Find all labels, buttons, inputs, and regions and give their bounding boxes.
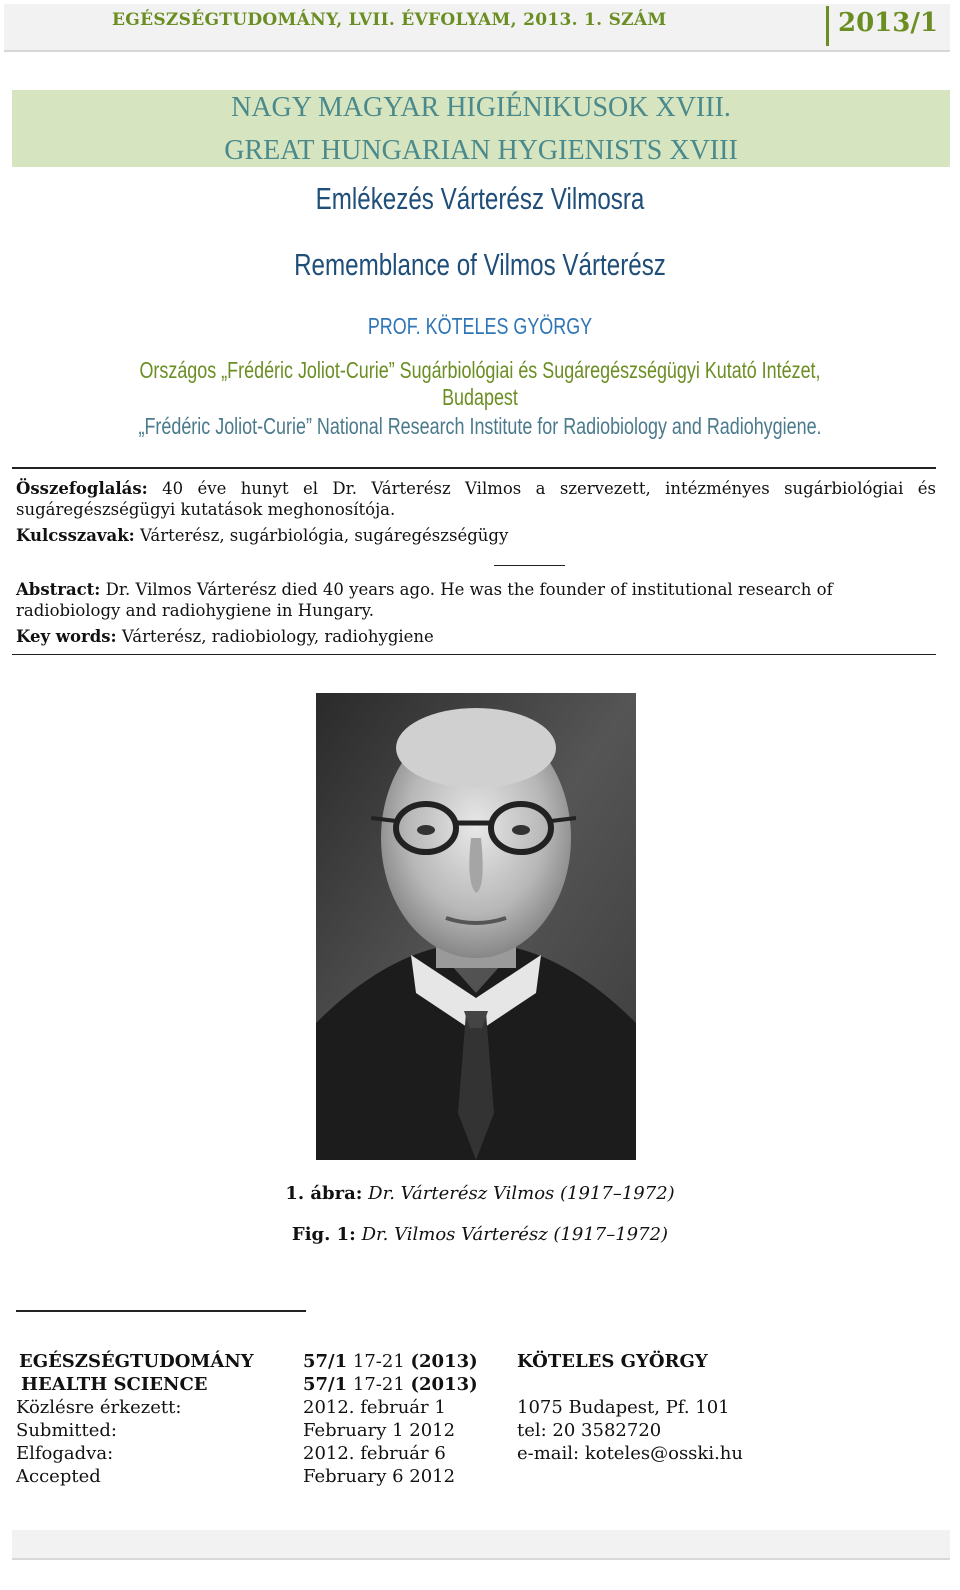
section-divider-bottom xyxy=(12,654,936,655)
footer-ref-en-year: (2013) xyxy=(410,1374,478,1395)
journal-header-title: EGÉSZSÉGTUDOMÁNY, LVII. ÉVFOLYAM, 2013. 1. SZÁM xyxy=(112,10,667,30)
abstract-text: Dr. Vilmos Várterész died 40 years ago. He was the founder of institutional research of radiobiology and radiohygiene in Hungary. xyxy=(16,580,833,620)
footer-received-en-date: February 1 2012 xyxy=(303,1420,456,1441)
figure-caption-hu xyxy=(0,1183,960,1204)
footer-accepted-hu-date: 2012. február 6 xyxy=(303,1443,446,1464)
footer-right xyxy=(517,1350,743,1465)
summary-hu xyxy=(16,478,936,520)
affiliation-hu: Országos „Frédéric Joliot-Curie” Sugárbiológiai és Sugáregészségügyi Kutató Intézet, Budapest xyxy=(139,357,821,410)
footer-author-name: KÖTELES GYÖRGY xyxy=(517,1351,708,1372)
keywords-en xyxy=(16,626,936,647)
portrait-photo xyxy=(316,693,636,1160)
figure-caption-en xyxy=(0,1224,960,1245)
footer-ref-hu xyxy=(303,1350,478,1373)
footer-accepted-en-date: February 6 2012 xyxy=(303,1466,456,1487)
summary-text: 40 éve hunyt el Dr. Várterész Vilmos a szervezett, intézményes sugárbiológiai és sugáregészségügyi kutatások meghonosítója. xyxy=(16,479,937,519)
footer-accepted-hu: Elfogadva: xyxy=(16,1443,114,1464)
footer-spacer xyxy=(517,1373,743,1396)
issue-number: 2013/1 xyxy=(838,8,938,38)
footer-journal-hu: EGÉSZSÉGTUDOMÁNY xyxy=(19,1351,254,1372)
footer-received-hu-date: 2012. február 1 xyxy=(303,1397,446,1418)
footer-journal-en: HEALTH SCIENCE xyxy=(21,1374,208,1395)
affiliation-en: „Frédéric Joliot-Curie” National Research Institute for Radiobiology and Radiohygiene. xyxy=(138,413,822,439)
footer-ref-hu-year: (2013) xyxy=(410,1351,478,1372)
section-divider-top xyxy=(12,467,936,469)
article-title-hu: Emlékezés Várterész Vilmosra xyxy=(315,181,645,216)
keywords-en-label: Key words: xyxy=(16,627,117,646)
footer-middle xyxy=(303,1350,478,1488)
series-title-hu: NAGY MAGYAR HIGIÉNIKUSOK XVIII. xyxy=(231,92,731,123)
footer-address: 1075 Budapest, Pf. 101 xyxy=(517,1397,730,1418)
footer-received-en: Submitted: xyxy=(16,1420,117,1441)
page-footer-bar xyxy=(12,1530,950,1560)
figure-caption-hu-text: Dr. Várterész Vilmos (1917–1972) xyxy=(368,1183,675,1204)
author-name: PROF. KÖTELES GYÖRGY xyxy=(367,313,593,339)
figure-caption-en-text: Dr. Vilmos Várterész (1917–1972) xyxy=(361,1224,669,1245)
header-divider xyxy=(826,6,829,46)
footer-ref-en xyxy=(303,1373,478,1396)
keywords-en-text: Várterész, radiobiology, radiohygiene xyxy=(121,627,434,646)
footer-phone: tel: 20 3582720 xyxy=(517,1420,662,1441)
series-title-en: GREAT HUNGARIAN HYGIENISTS XVIII xyxy=(224,135,738,166)
abstract-en xyxy=(16,579,936,621)
footer-received-hu: Közlésre érkezett: xyxy=(16,1397,182,1418)
footer-ref-en-pages: 17-21 xyxy=(352,1374,405,1395)
keywords-hu-label: Kulcsszavak: xyxy=(16,526,135,545)
summary-label: Összefoglalás: xyxy=(16,479,148,498)
footer-accepted-en: Accepted xyxy=(16,1466,101,1487)
short-divider xyxy=(494,565,565,566)
figure-caption-hu-label: 1. ábra: xyxy=(285,1183,363,1204)
keywords-hu-text: Várterész, sugárbiológia, sugáregészségügy xyxy=(139,526,509,545)
footnote-divider xyxy=(16,1310,306,1312)
footer-ref-hu-pages: 17-21 xyxy=(352,1351,405,1372)
figure-caption-en-label: Fig. 1: xyxy=(291,1224,356,1245)
footer-ref-hu-vol: 57/1 xyxy=(303,1351,348,1372)
footer-email[interactable]: e-mail: koteles@osski.hu xyxy=(517,1443,743,1464)
abstract-label: Abstract: xyxy=(16,580,101,599)
footer-left xyxy=(16,1350,254,1488)
footer-ref-en-vol: 57/1 xyxy=(303,1374,348,1395)
keywords-hu xyxy=(16,525,936,546)
article-title-en: Rememblance of Vilmos Várterész xyxy=(294,247,666,282)
